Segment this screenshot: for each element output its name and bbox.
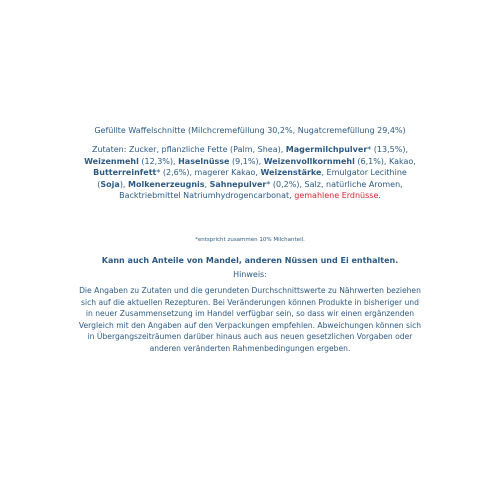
ingredients-text: . bbox=[378, 191, 381, 200]
ingredients-text: (6,1%), Kakao, bbox=[354, 156, 416, 166]
ingredients-text: (9,1%), bbox=[229, 156, 264, 166]
allergen-sahnepulver: Sahnepulver bbox=[209, 179, 267, 189]
allergen-soja: Soja bbox=[100, 179, 120, 189]
product-description: Gefüllte Waffelschnitte (Milchcremefüllung 30,2%, Nugatcremefüllung 29,4%) bbox=[94, 126, 406, 135]
ingredients-text: , bbox=[204, 179, 210, 189]
ingredients-text: , Emulgator Lecithine ( bbox=[97, 168, 407, 189]
allergen-weizenmehl: Weizenmehl bbox=[84, 156, 139, 166]
ingredients-list bbox=[80, 144, 420, 202]
hint-body: Die Angaben zu Zutaten und die gerundeten Durchschnittswerte zu Nährwerten beziehen sich auf die aktuellen Rezepturen. Bei Veränderungen können Produkte in bisheriger und in neuer Zusammensetzung im Handel verfügbar sein, so dass wir einen ergänzenden Vergleich mit den Angaben auf den Verpackungen empfehlen. Abweichungen können sich in Übergangszeiträumen darüber hinaus auch aus neuen gesetzlichen Vorgaben oder anderen veränderten Rahmenbedingungen ergeben. bbox=[78, 286, 422, 353]
ingredients-text: * (13,5%), bbox=[367, 145, 409, 154]
hint-title: Hinweis: bbox=[233, 270, 267, 279]
allergen-notice: Kann auch Anteile von Mandel, anderen Nüssen und Ei enthalten. bbox=[101, 256, 399, 265]
allergen-molkenerzeugnis: Molkenerzeugnis bbox=[128, 179, 205, 189]
allergen-erdnuesse: gemahlene Erdnüsse bbox=[294, 191, 379, 200]
allergen-magermilchpulver: Magermilchpulver bbox=[285, 145, 368, 154]
ingredients-text: ), bbox=[119, 179, 129, 189]
ingredients-text: * (2,6%), magerer Kakao, bbox=[156, 168, 261, 177]
allergen-haselnuesse: Haselnüsse bbox=[178, 156, 230, 166]
ingredients-text: Zutaten: Zucker, pflanzliche Fette (Palm, Shea), bbox=[91, 145, 286, 154]
allergen-weizenvollkornmehl: Weizenvollkornmehl bbox=[263, 156, 355, 166]
allergen-butterreinfett: Butterreinfett bbox=[93, 168, 157, 177]
ingredients-text: * (0,2%), Salz, natürliche Aromen, Backtriebmittel Natriumhydrogencarbonat, bbox=[119, 179, 403, 200]
ingredients-text: (12,3%), bbox=[138, 156, 179, 166]
milk-footnote: *entspricht zusammen 10% Milchanteil. bbox=[195, 237, 305, 243]
allergen-weizenstaerke: Weizenstärke bbox=[260, 168, 322, 177]
